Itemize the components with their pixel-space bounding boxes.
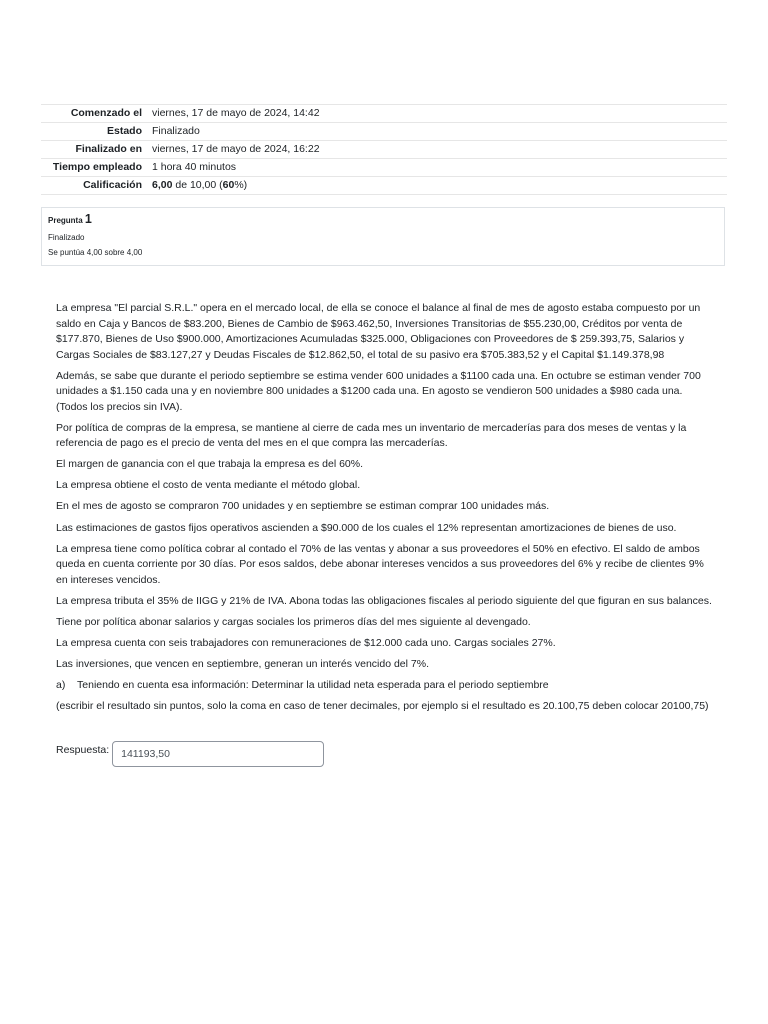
summary-value: Finalizado [152,123,727,141]
grade-score: 6,00 [152,179,173,191]
question-text [56,301,716,720]
answer-row [56,741,324,767]
question-paragraph: Además, se sabe que durante el periodo septiembre se estima vender 600 unidades a $1100 cada una. En octubre se estiman vender 700 unidades a $1.150 cada una y en noviembre 800 unidades a $1200 cada una. En agosto se vendieron 500 unidades a $980 cada una. (Todos los precios sin IVA). [56,369,701,413]
question-note: (escribir el resultado sin puntos, solo la coma en caso de tener decimales, por ejemplo si el resultado es 20.100,75 deben colocar 20100,75) [56,700,709,713]
question-paragraph: La empresa "El parcial S.R.L." opera en el mercado local, de ella se conoce el balance al final de mes de agosto estaba compuesto por un saldo en Caja y Bancos de $83.200, Bienes de Cambio de $963.462,50, Inversiones Transitorias de $55.230,00, Créditos por venta de $177.870, Bienes de Uso $900.000, Amortizaciones Acumuladas $325.000, Obligaciones con Proveedores de $ 259.393,75, Salarios y Cargas Sociales de $83.127,27 y Deudas Fiscales de $12.862,50, el total de su pasivo era $705.383,52 y el Capital $1.149.378,98 [56,302,701,361]
question-mark: Se puntúa 4,00 sobre 4,00 [48,248,143,257]
summary-value: 1 hora 40 minutos [152,159,727,177]
question-number-line [48,212,718,228]
item-marker: a) [56,679,66,692]
question-paragraph: La empresa obtiene el costo de venta mediante el método global. [56,479,361,492]
question-paragraph: La empresa tributa el 35% de IIGG y 21% de IVA. Abona todas las obligaciones fiscales al periodo siguiente del que figuran en sus balances. [56,594,712,607]
summary-row-finished [41,141,727,159]
summary-label: Estado [41,123,152,141]
answer-input[interactable]: 141193,50 [112,741,324,767]
grade-value [152,177,727,195]
attempt-summary-table [41,104,727,195]
summary-row-grade [41,177,727,195]
question-paragraph: Las estimaciones de gastos fijos operativos ascienden a $90.000 de los cuales el 12% representan amortizaciones de bienes de uso. [56,521,677,534]
answer-label: Respuesta: [56,744,110,756]
summary-value: viernes, 17 de mayo de 2024, 14:42 [152,105,727,123]
question-info-box [41,207,725,266]
summary-label: Calificación [41,177,152,195]
grade-suffix: %) [234,179,248,191]
question-paragraph: La empresa tiene como política cobrar al contado el 70% de las ventas y abonar a sus proveedores el 50% en efectivo. El saldo de ambos queda en cuenta corriente por 30 días. Por esos saldos, debe abonar intereses vencidos a sus proveedores del 6% y recibe de clientes 9% en intereses vencidos. [56,542,704,586]
summary-label: Comenzado el [41,105,152,123]
question-paragraph: La empresa cuenta con seis trabajadores con remuneraciones de $12.000 cada uno. Cargas sociales 27%. [56,636,556,649]
question-paragraph: Las inversiones, que vencen en septiembre, generan un interés vencido del 7%. [56,658,429,671]
summary-label: Tiempo empleado [41,159,152,177]
summary-row-started [41,105,727,123]
question-number: 1 [84,212,92,226]
question-paragraph: Por política de compras de la empresa, se mantiene al cierre de cada mes un inventario de mercaderías para dos meses de ventas y la referencia de pago es el precio de venta del mes en el que compra las mercaderías. [56,421,687,450]
question-paragraph: En el mes de agosto se compraron 700 unidades y en septiembre se estiman comprar 100 unidades más. [56,500,550,513]
grade-percent: 60 [222,179,235,191]
question-prefix: Pregunta [48,216,83,225]
question-paragraph: Tiene por política abonar salarios y cargas sociales los primeros días del mes siguiente al devengado. [56,615,531,628]
summary-row-time-taken [41,159,727,177]
grade-of-text: de 10,00 ( [172,179,223,191]
summary-value: viernes, 17 de mayo de 2024, 16:22 [152,141,727,159]
question-paragraph: El margen de ganancia con el que trabaja la empresa es del 60%. [56,458,364,471]
item-text: Teniendo en cuenta esa información: Determinar la utilidad neta esperada para el periodo septiembre [77,679,549,692]
question-item [56,678,716,694]
summary-row-state [41,123,727,141]
question-state: Finalizado [48,233,85,242]
summary-label: Finalizado en [41,141,152,159]
